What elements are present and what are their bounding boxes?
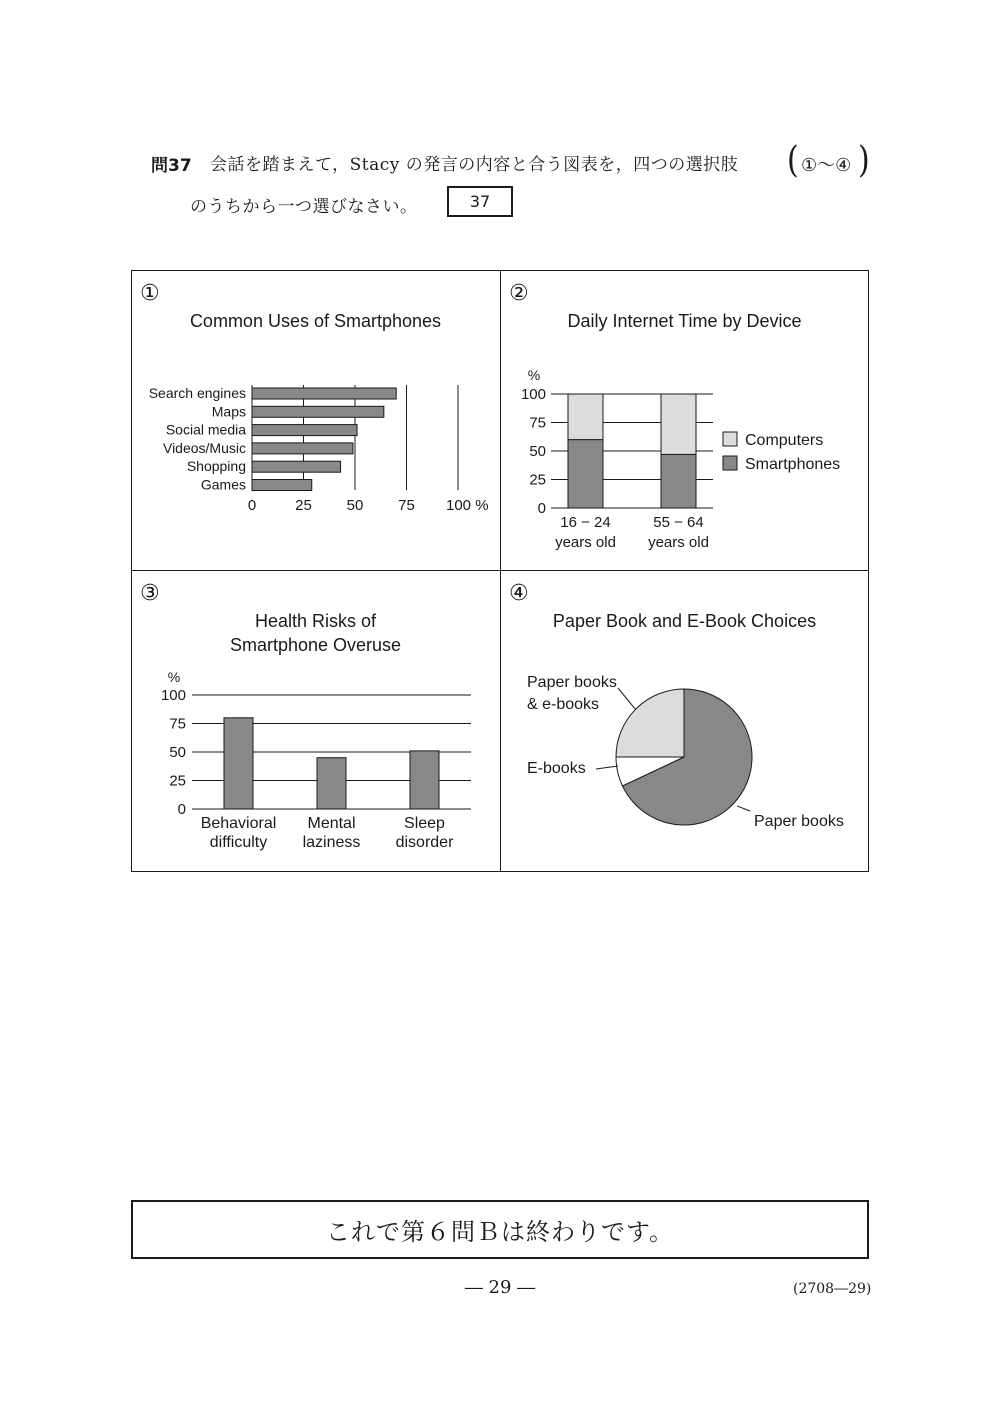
category-label-0-line1: 16 − 24 [560, 514, 611, 531]
y-tick-2: 50 [529, 443, 546, 460]
category-label-1-line2: laziness [302, 834, 361, 851]
panel-3-title-line1: Health Risks of [254, 611, 377, 631]
category-label-4: Shopping [186, 458, 246, 475]
y-tick-1: 25 [169, 772, 186, 790]
bar-1 [317, 758, 346, 809]
category-label-2: Social media [165, 421, 246, 438]
pie-label-paper-books: Paper books [754, 813, 844, 830]
tick-label-0: 0 [247, 497, 257, 514]
bar-1-smartphones [661, 454, 696, 508]
category-label-1: Maps [211, 403, 246, 420]
y-tick-0: 0 [177, 801, 186, 818]
category-label-0-line2: years old [555, 534, 616, 551]
panel-4-number: ④ [509, 581, 529, 606]
paren-close: ) [858, 139, 870, 182]
bar-0-computers [568, 394, 603, 440]
question-number: 問37 [151, 156, 192, 176]
tick-label-2: 50 [346, 497, 364, 514]
bar-5 [252, 480, 312, 491]
y-tick-3: 75 [169, 715, 186, 733]
category-label-3: Videos/Music [162, 439, 246, 456]
y-tick-4: 100 [160, 687, 186, 704]
category-label-1-line2: years old [648, 534, 709, 551]
category-label-1-line1: 55 − 64 [653, 514, 704, 531]
bar-1 [252, 406, 384, 417]
grid-divider-horizontal [131, 570, 869, 571]
category-label-0-line1: Behavioral [200, 815, 277, 832]
tick-label-1: 25 [295, 497, 312, 514]
leader-paper-books [737, 806, 750, 811]
chart-health-risks [131, 660, 500, 860]
tick-label-3: 75 [398, 497, 415, 514]
pie-label-both-line1: Paper books [527, 674, 617, 691]
page-number: ― 29 ― [464, 1277, 536, 1298]
leader-both [618, 688, 636, 710]
pie-label-both-line2: & e-books [527, 696, 600, 713]
y-unit-label: % [167, 669, 181, 685]
panel-2-number: ② [509, 281, 529, 306]
question-text-line1: 会話を踏まえて，Stacy の発言の内容と合う図表を，四つの選択肢 [210, 155, 739, 175]
pie-label-e-books: E-books [527, 760, 586, 777]
panel-1-title: Common Uses of Smartphones [189, 311, 442, 331]
bar-0-smartphones [568, 440, 603, 508]
page-code: (2708―29) [793, 1281, 872, 1297]
bar-3 [252, 443, 353, 454]
y-tick-2: 50 [169, 744, 186, 761]
bar-4 [252, 461, 341, 472]
bar-2 [252, 425, 357, 436]
legend-label-smartphones: Smartphones [745, 456, 841, 473]
legend-swatch-computers [723, 432, 737, 446]
y-tick-4: 100 [520, 386, 546, 403]
chart-internet-time [500, 360, 869, 560]
legend-label-computers: Computers [745, 432, 824, 449]
question-text-line2: のうちから一つ選びなさい。 [190, 197, 418, 217]
category-label-2-line2: disorder [395, 834, 454, 851]
panel-2-title: Daily Internet Time by Device [567, 311, 802, 331]
y-tick-1: 25 [529, 471, 546, 489]
category-label-5: Games [200, 476, 246, 493]
panel-4-title: Paper Book and E-Book Choices [552, 611, 817, 631]
leader-e-books [596, 766, 618, 769]
category-label-0: Search engines [148, 385, 246, 401]
y-tick-3: 75 [529, 414, 546, 432]
legend-swatch-smartphones [723, 456, 737, 470]
chart-common-uses [131, 370, 500, 530]
tick-label-4: 100 % [446, 497, 489, 514]
chart-book-choices [500, 660, 869, 860]
paren-open: ( [787, 139, 799, 182]
panel-3-number: ③ [140, 581, 160, 606]
y-unit-label: % [527, 367, 541, 383]
bar-0 [224, 718, 253, 809]
answer-box[interactable]: 37 [447, 186, 513, 217]
panel-3-title-line2: Smartphone Overuse [229, 635, 402, 655]
question-choices: ①～④ [801, 155, 852, 176]
section-end-box: これで第６問Ｂは終わりです。 [131, 1200, 869, 1259]
bar-0 [252, 388, 396, 399]
category-label-2-line1: Sleep [404, 815, 445, 832]
category-label-0-line2: difficulty [209, 834, 268, 851]
y-tick-0: 0 [537, 500, 546, 517]
pie-slice-2 [616, 689, 684, 757]
bar-2 [410, 751, 439, 809]
panel-1-number: ① [140, 281, 160, 306]
category-label-1-line1: Mental [307, 815, 356, 832]
bar-1-computers [661, 394, 696, 454]
